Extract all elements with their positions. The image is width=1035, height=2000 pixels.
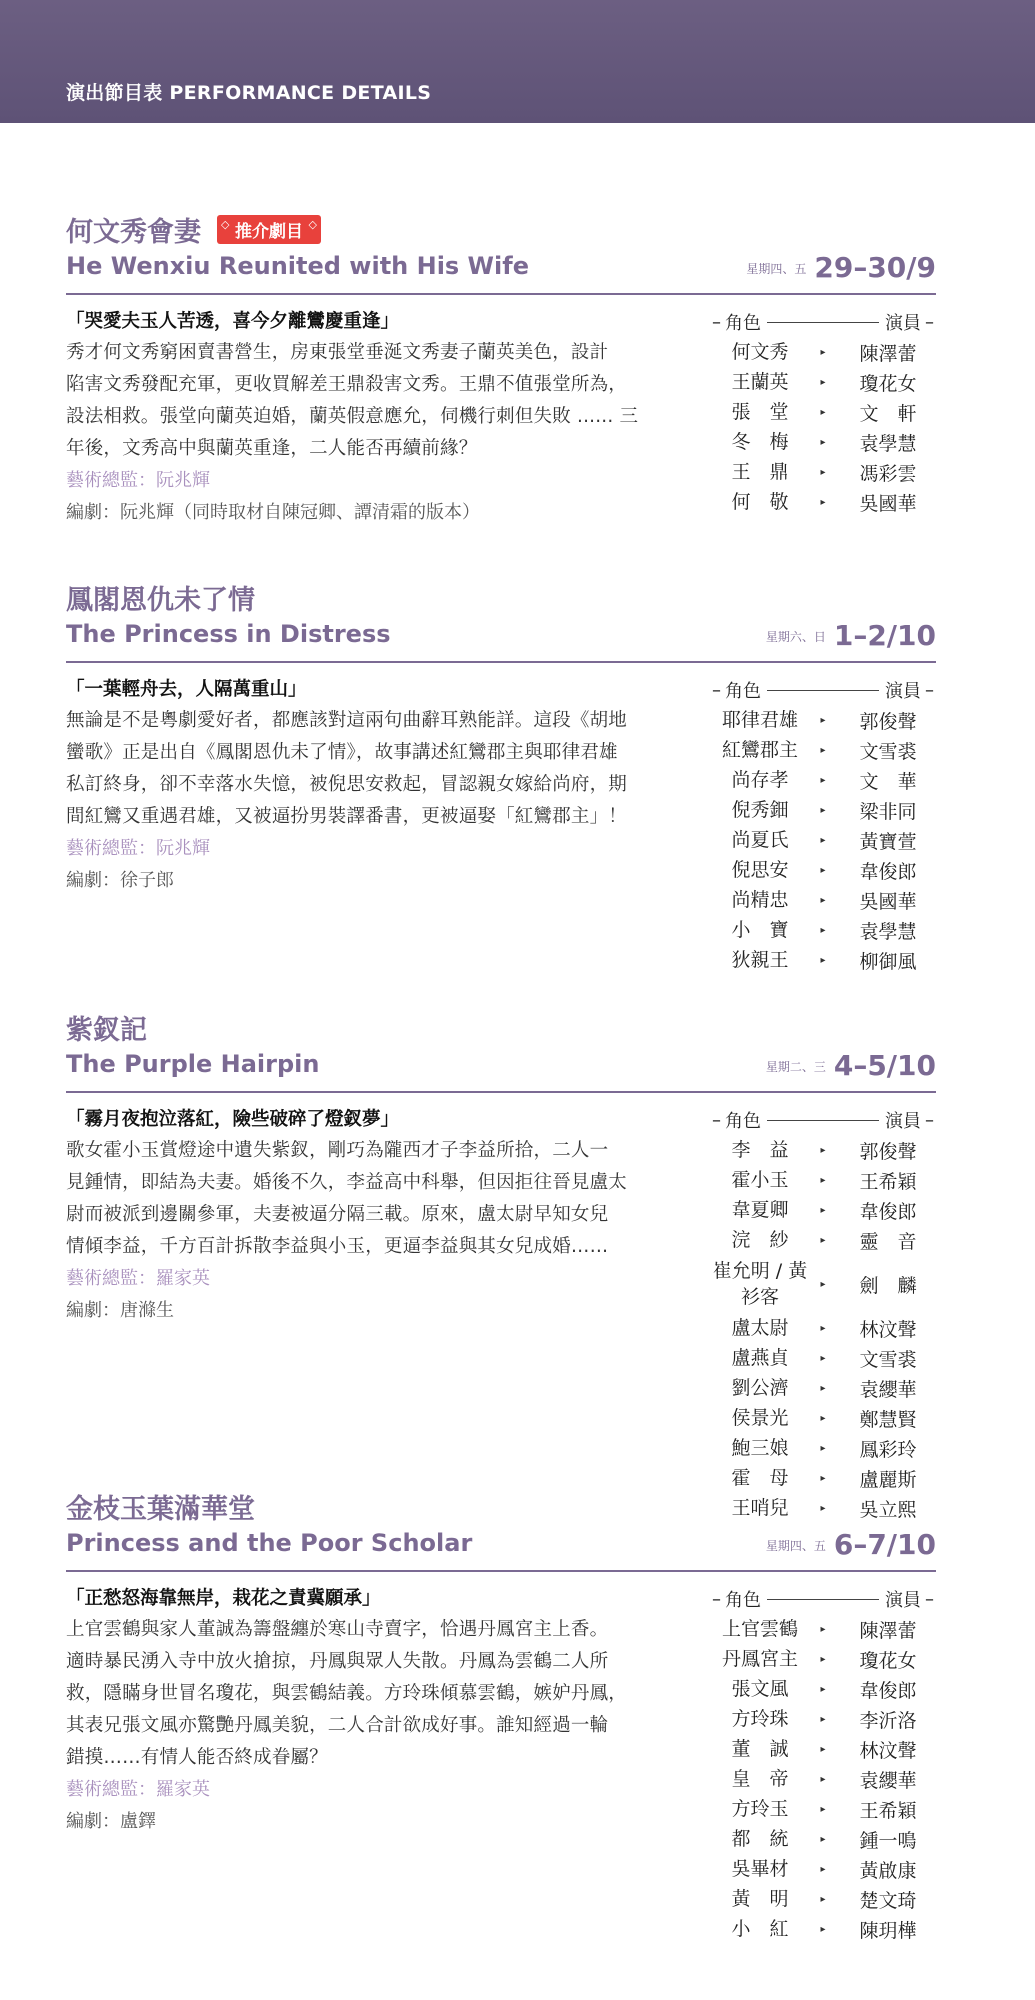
cast-row <box>712 855 938 885</box>
cast-row <box>712 1704 938 1734</box>
bullet-icon: ▸ <box>820 774 826 786</box>
artistic-director: 藝術總監：阮兆輝 <box>66 838 210 859</box>
cast-actor-label: 演員 <box>885 1590 921 1611</box>
cast-role: 李 益 <box>731 1139 789 1161</box>
bullet-icon: ▸ <box>820 1174 826 1186</box>
synopsis-line: 適時暴民湧入寺中放火搶掠，丹鳳與眾人失散。丹鳳為雲鶴二人所 <box>66 1651 609 1672</box>
cast-row <box>712 705 938 735</box>
cast-role: 皇 帝 <box>731 1768 789 1790</box>
cast-actor: 袁纓華 <box>859 1769 917 1792</box>
bullet-icon: ▸ <box>820 406 826 418</box>
dash: – <box>712 679 721 701</box>
show-description <box>66 675 686 897</box>
playwright: 編劇：阮兆輝（同時取材自陳冠卿、譚清霜的版本） <box>66 502 480 523</box>
synopsis-line: 尉而被派到邊關參軍，夫妻被逼分隔三載。原來，盧太尉早知女兒 <box>66 1204 609 1225</box>
cast-role: 崔允明 / 黃衫客 <box>712 1260 808 1308</box>
cast-role: 尚存孝 <box>731 769 789 791</box>
show-section <box>66 1492 936 1942</box>
bullet-icon: ▸ <box>820 466 826 478</box>
cast-actor: 瓊花女 <box>859 372 917 395</box>
cast-role: 紅鸞郡主 <box>721 739 798 761</box>
cast-header-rule <box>767 690 879 691</box>
bullet-icon: ▸ <box>820 1923 826 1935</box>
cast-row <box>712 1195 938 1225</box>
dash: – <box>925 679 934 701</box>
cast-role: 劉公濟 <box>731 1377 789 1399</box>
cast-actor: 文雪裘 <box>859 1348 917 1371</box>
cast-actor: 劍 麟 <box>859 1274 917 1297</box>
show-title-zh: 何文秀會妻 <box>66 217 201 248</box>
title-row <box>66 619 936 657</box>
cast-row <box>712 1884 938 1914</box>
synopsis-line: 其表兄張文風亦驚艷丹鳳美貌，二人合計欲成好事。誰知經過一輪 <box>66 1715 609 1736</box>
cast-role: 霍 母 <box>731 1467 789 1489</box>
synopsis-line: 秀才何文秀窮困賣書營生，房東張堂垂涎文秀妻子蘭英美色，設計 <box>66 342 609 363</box>
dash: – <box>925 1588 934 1610</box>
cast-role: 黃 明 <box>731 1888 789 1910</box>
cast-row <box>712 1914 938 1944</box>
cast-actor: 林汶聲 <box>859 1318 917 1341</box>
synopsis-line: 上官雲鶴與家人董誠為籌盤纏於寒山寺賣字，恰遇丹鳳宮主上香。 <box>66 1619 609 1640</box>
cast-row <box>712 1343 938 1373</box>
cast-role: 盧太尉 <box>731 1317 789 1339</box>
cast-role: 小 寶 <box>731 919 789 941</box>
cast-role: 倪思安 <box>731 859 789 881</box>
cast-actor-label: 演員 <box>885 1111 921 1132</box>
cast-actor: 鳳彩玲 <box>859 1438 917 1461</box>
cast-actor: 袁學慧 <box>859 432 917 455</box>
bullet-icon: ▸ <box>820 1234 826 1246</box>
bullet-icon: ▸ <box>820 924 826 936</box>
cast-actor: 馮彩雲 <box>859 462 917 485</box>
show-date-range: 6–7/10 <box>833 1528 936 1561</box>
show-date-range: 1–2/10 <box>833 619 936 652</box>
cast-list <box>712 675 938 975</box>
show-weekdays: 星期四、五 <box>746 262 807 276</box>
cast-role-label: 角色 <box>725 1590 761 1611</box>
cast-list <box>712 307 938 517</box>
cast-actor: 盧麗斯 <box>859 1468 917 1491</box>
cast-role: 丹鳳宮主 <box>721 1648 798 1670</box>
bullet-icon: ▸ <box>820 1683 826 1695</box>
synopsis-line: 間紅鸞又重遇君雄，又被逼扮男裝譯番書，更被逼娶「紅鸞郡主」！ <box>66 806 628 827</box>
cast-row <box>712 1854 938 1884</box>
playwright: 編劇：盧鐸 <box>66 1811 156 1832</box>
cast-role: 尚精忠 <box>731 889 789 911</box>
cast-row <box>712 1644 938 1674</box>
show-title-en: Princess and the Poor Scholar <box>66 1529 473 1557</box>
cast-role: 王哨兒 <box>731 1497 789 1519</box>
cast-actor: 韋俊郎 <box>859 1200 917 1223</box>
title-row <box>66 1049 936 1087</box>
synopsis-line: 見鍾情，即結為夫妻。婚後不久，李益高中科舉，但因拒往晉見盧太 <box>66 1172 628 1193</box>
bullet-icon: ▸ <box>820 744 826 756</box>
cast-actor: 黃寶萱 <box>859 830 917 853</box>
show-title-en: He Wenxiu Reunited with His Wife <box>66 252 529 280</box>
cast-role: 尚夏氏 <box>731 829 789 851</box>
cast-row <box>712 1313 938 1343</box>
cast-actor: 李沂洛 <box>859 1709 917 1732</box>
cast-row <box>712 795 938 825</box>
cast-row <box>712 1403 938 1433</box>
cast-row <box>712 1225 938 1255</box>
cast-row <box>712 1764 938 1794</box>
cast-row <box>712 885 938 915</box>
cast-actor: 鍾一鳴 <box>859 1829 917 1852</box>
cast-actor: 王希穎 <box>859 1170 917 1193</box>
cast-header-rule <box>767 1599 879 1600</box>
recommended-badge: ◇ 推介劇目 ◇ <box>217 215 321 244</box>
cast-row <box>712 765 938 795</box>
show-date <box>766 1528 936 1561</box>
bullet-icon: ▸ <box>820 1743 826 1755</box>
title-row <box>66 251 936 289</box>
cast-row <box>712 915 938 945</box>
dash: – <box>712 311 721 333</box>
cast-role-label: 角色 <box>725 1111 761 1132</box>
cast-role-label: 角色 <box>725 313 761 334</box>
cast-role: 王 鼎 <box>731 461 789 483</box>
bullet-icon: ▸ <box>820 1713 826 1725</box>
cast-actor: 柳御風 <box>859 950 917 973</box>
cast-list <box>712 1584 938 1944</box>
synopsis-line: 年後，文秀高中與蘭英重逢，二人能否再續前緣？ <box>66 438 478 459</box>
cast-row <box>712 1463 938 1493</box>
bullet-icon: ▸ <box>820 1204 826 1216</box>
show-title-zh: 金枝玉葉滿華堂 <box>66 1494 255 1525</box>
show-body <box>66 1584 936 1942</box>
synopsis-line: 蠻歌》正是出自《鳳閣恩仇未了情》，故事講述紅鸞郡主與耶律君雄 <box>66 742 618 763</box>
cast-actor-label: 演員 <box>885 313 921 334</box>
cast-role: 方玲玉 <box>731 1798 789 1820</box>
header-band <box>0 0 1035 123</box>
bullet-icon: ▸ <box>820 1144 826 1156</box>
cast-role: 張文風 <box>731 1678 789 1700</box>
playwright: 編劇：徐子郎 <box>66 870 174 891</box>
cast-actor: 文雪裘 <box>859 740 917 763</box>
bullet-icon: ▸ <box>820 714 826 726</box>
playwright: 編劇：唐滌生 <box>66 1300 174 1321</box>
cast-row <box>712 825 938 855</box>
cast-role: 鮑三娘 <box>731 1437 789 1459</box>
show-title-zh: 鳳閣恩仇未了情 <box>66 585 255 616</box>
cast-role: 董 誠 <box>731 1738 789 1760</box>
show-title-zh: 紫釵記 <box>66 1015 147 1046</box>
synopsis-line: 私訂終身，卻不幸落水失憶，被倪思安救起，冒認親女嫁給尚府，期 <box>66 774 628 795</box>
cast-role: 侯景光 <box>731 1407 789 1429</box>
dash: – <box>712 1109 721 1131</box>
cast-actor: 陳玥樺 <box>859 1919 917 1942</box>
synopsis-line: 錯摸……有情人能否終成眷屬？ <box>66 1747 328 1768</box>
cast-actor: 陳澤蕾 <box>859 342 917 365</box>
bullet-icon: ▸ <box>820 346 826 358</box>
bullet-icon: ▸ <box>820 376 826 388</box>
cast-header <box>712 1105 938 1135</box>
dash: – <box>925 1109 934 1131</box>
artistic-director: 藝術總監：阮兆輝 <box>66 470 210 491</box>
cast-role: 吳畢材 <box>731 1858 789 1880</box>
cast-role: 耶律君雄 <box>721 709 798 731</box>
cast-role: 浣 紗 <box>731 1229 789 1251</box>
bullet-icon: ▸ <box>820 954 826 966</box>
cast-role: 何文秀 <box>731 341 789 363</box>
cast-row <box>712 1674 938 1704</box>
bullet-icon: ▸ <box>820 1653 826 1665</box>
bullet-icon: ▸ <box>820 1278 826 1290</box>
synopsis-line: 救，隱瞞身世冒名瓊花，與雲鶴結義。方玲珠傾慕雲鶴，嫉妒丹鳳， <box>66 1683 628 1704</box>
cast-header-rule <box>767 322 879 323</box>
cast-actor: 吳立熙 <box>859 1498 917 1521</box>
bullet-icon: ▸ <box>820 834 826 846</box>
cast-actor: 袁纓華 <box>859 1378 917 1401</box>
show-body <box>66 675 936 973</box>
bullet-icon: ▸ <box>820 1502 826 1514</box>
cast-role: 張 堂 <box>731 401 789 423</box>
show-date <box>766 1049 936 1082</box>
synopsis-line: 情傾李益，千方百計拆散李益與小玉，更逼李益與其女兒成婚…… <box>66 1236 609 1257</box>
bullet-icon: ▸ <box>820 804 826 816</box>
cast-role: 盧燕貞 <box>731 1347 789 1369</box>
cast-role: 小 紅 <box>731 1918 789 1940</box>
cast-actor: 楚文琦 <box>859 1889 917 1912</box>
cast-row <box>712 1734 938 1764</box>
bullet-icon: ▸ <box>820 894 826 906</box>
bullet-icon: ▸ <box>820 436 826 448</box>
cast-row <box>712 487 938 517</box>
show-date <box>746 251 936 284</box>
cast-role: 狄親王 <box>731 949 789 971</box>
bullet-icon: ▸ <box>820 1352 826 1364</box>
bullet-icon: ▸ <box>820 1442 826 1454</box>
cast-row <box>712 1255 938 1313</box>
cast-role: 霍小玉 <box>731 1169 789 1191</box>
cast-role: 冬 梅 <box>731 431 789 453</box>
bullet-icon: ▸ <box>820 496 826 508</box>
cast-actor: 郭俊聲 <box>859 710 917 733</box>
divider <box>66 1091 936 1093</box>
cast-actor: 袁學慧 <box>859 920 917 943</box>
synopsis-line: 陷害文秀發配充軍，更收買解差王鼎殺害文秀。王鼎不值張堂所為， <box>66 374 628 395</box>
cast-actor: 林汶聲 <box>859 1739 917 1762</box>
cast-role-label: 角色 <box>725 681 761 702</box>
page-header-title: 演出節目表 PERFORMANCE DETAILS <box>66 82 432 104</box>
show-weekdays: 星期四、五 <box>765 1539 826 1553</box>
cast-header-rule <box>767 1120 879 1121</box>
bullet-icon: ▸ <box>820 1893 826 1905</box>
cast-actor: 黃啟康 <box>859 1859 917 1882</box>
cast-role: 方玲珠 <box>731 1708 789 1730</box>
cast-header <box>712 307 938 337</box>
cast-actor: 韋俊郎 <box>859 1679 917 1702</box>
cast-row <box>712 457 938 487</box>
cast-row <box>712 1614 938 1644</box>
cast-role: 何 敬 <box>731 491 789 513</box>
show-weekdays: 星期二、三 <box>765 1060 826 1074</box>
divider <box>66 293 936 295</box>
show-quote: 「一葉輕舟去，人隔萬重山」 <box>66 679 307 700</box>
cast-role: 倪秀鈿 <box>731 799 789 821</box>
bullet-icon: ▸ <box>820 1803 826 1815</box>
cast-role: 都 統 <box>731 1828 789 1850</box>
cast-role: 上官雲鶴 <box>721 1618 798 1640</box>
bullet-icon: ▸ <box>820 1623 826 1635</box>
cast-role: 王蘭英 <box>731 371 789 393</box>
cast-row <box>712 1135 938 1165</box>
synopsis-line: 設法相救。張堂向蘭英迫婚，蘭英假意應允，伺機行刺但失敗 ...... 三 <box>66 406 639 427</box>
cast-row <box>712 1824 938 1854</box>
artistic-director: 藝術總監：羅家英 <box>66 1268 210 1289</box>
bullet-icon: ▸ <box>820 1382 826 1394</box>
cast-row <box>712 1373 938 1403</box>
bullet-icon: ▸ <box>820 1863 826 1875</box>
cast-row <box>712 1165 938 1195</box>
cast-actor: 吳國華 <box>859 890 917 913</box>
cast-row <box>712 337 938 367</box>
show-date-range: 29–30/9 <box>814 251 936 284</box>
cast-actor: 梁非同 <box>859 800 917 823</box>
cast-row <box>712 1794 938 1824</box>
cast-actor: 文 軒 <box>859 402 917 425</box>
cast-row <box>712 367 938 397</box>
show-description <box>66 307 686 529</box>
show-title-en: The Princess in Distress <box>66 620 391 648</box>
cast-actor: 韋俊郎 <box>859 860 917 883</box>
cast-role: 韋夏卿 <box>731 1199 789 1221</box>
cast-actor: 吳國華 <box>859 492 917 515</box>
cast-actor: 文 華 <box>859 770 917 793</box>
cast-actor: 靈 音 <box>859 1230 917 1253</box>
bullet-icon: ▸ <box>820 1412 826 1424</box>
dash: – <box>925 311 934 333</box>
synopsis-line: 歌女霍小玉賞燈途中遺失紫釵，剛巧為隴西才子李益所拾，二人一 <box>66 1140 609 1161</box>
bullet-icon: ▸ <box>820 864 826 876</box>
show-description <box>66 1584 686 1838</box>
show-weekdays: 星期六、日 <box>765 630 826 644</box>
cast-row <box>712 427 938 457</box>
show-section <box>66 215 936 529</box>
divider <box>66 661 936 663</box>
cast-row <box>712 397 938 427</box>
show-title-en: The Purple Hairpin <box>66 1050 320 1078</box>
cast-header <box>712 675 938 705</box>
title-row <box>66 1528 936 1566</box>
cast-row <box>712 1433 938 1463</box>
cast-list <box>712 1105 938 1523</box>
dash: – <box>712 1588 721 1610</box>
show-quote: 「霧月夜抱泣落紅，險些破碎了燈釵夢」 <box>66 1109 400 1130</box>
bullet-icon: ▸ <box>820 1472 826 1484</box>
show-quote: 「正愁怒海靠無岸，栽花之責冀願承」 <box>66 1588 381 1609</box>
show-description <box>66 1105 686 1327</box>
bullet-icon: ▸ <box>820 1773 826 1785</box>
cast-row <box>712 945 938 975</box>
cast-actor: 陳澤蕾 <box>859 1619 917 1642</box>
show-body <box>66 307 936 529</box>
cast-actor: 王希穎 <box>859 1799 917 1822</box>
artistic-director: 藝術總監：羅家英 <box>66 1779 210 1800</box>
divider <box>66 1570 936 1572</box>
cast-actor-label: 演員 <box>885 681 921 702</box>
show-date <box>766 619 936 652</box>
show-date-range: 4–5/10 <box>833 1049 936 1082</box>
bullet-icon: ▸ <box>820 1322 826 1334</box>
cast-actor: 瓊花女 <box>859 1649 917 1672</box>
show-quote: 「哭愛夫玉人苦透，喜今夕離鸞慶重逢」 <box>66 311 400 332</box>
cast-row <box>712 735 938 765</box>
show-section <box>66 583 936 973</box>
bullet-icon: ▸ <box>820 1833 826 1845</box>
cast-header <box>712 1584 938 1614</box>
cast-actor: 郭俊聲 <box>859 1140 917 1163</box>
synopsis-line: 無論是不是粵劇愛好者，都應該對這兩句曲辭耳熟能詳。這段《胡地 <box>66 710 628 731</box>
cast-actor: 鄭慧賢 <box>859 1408 917 1431</box>
